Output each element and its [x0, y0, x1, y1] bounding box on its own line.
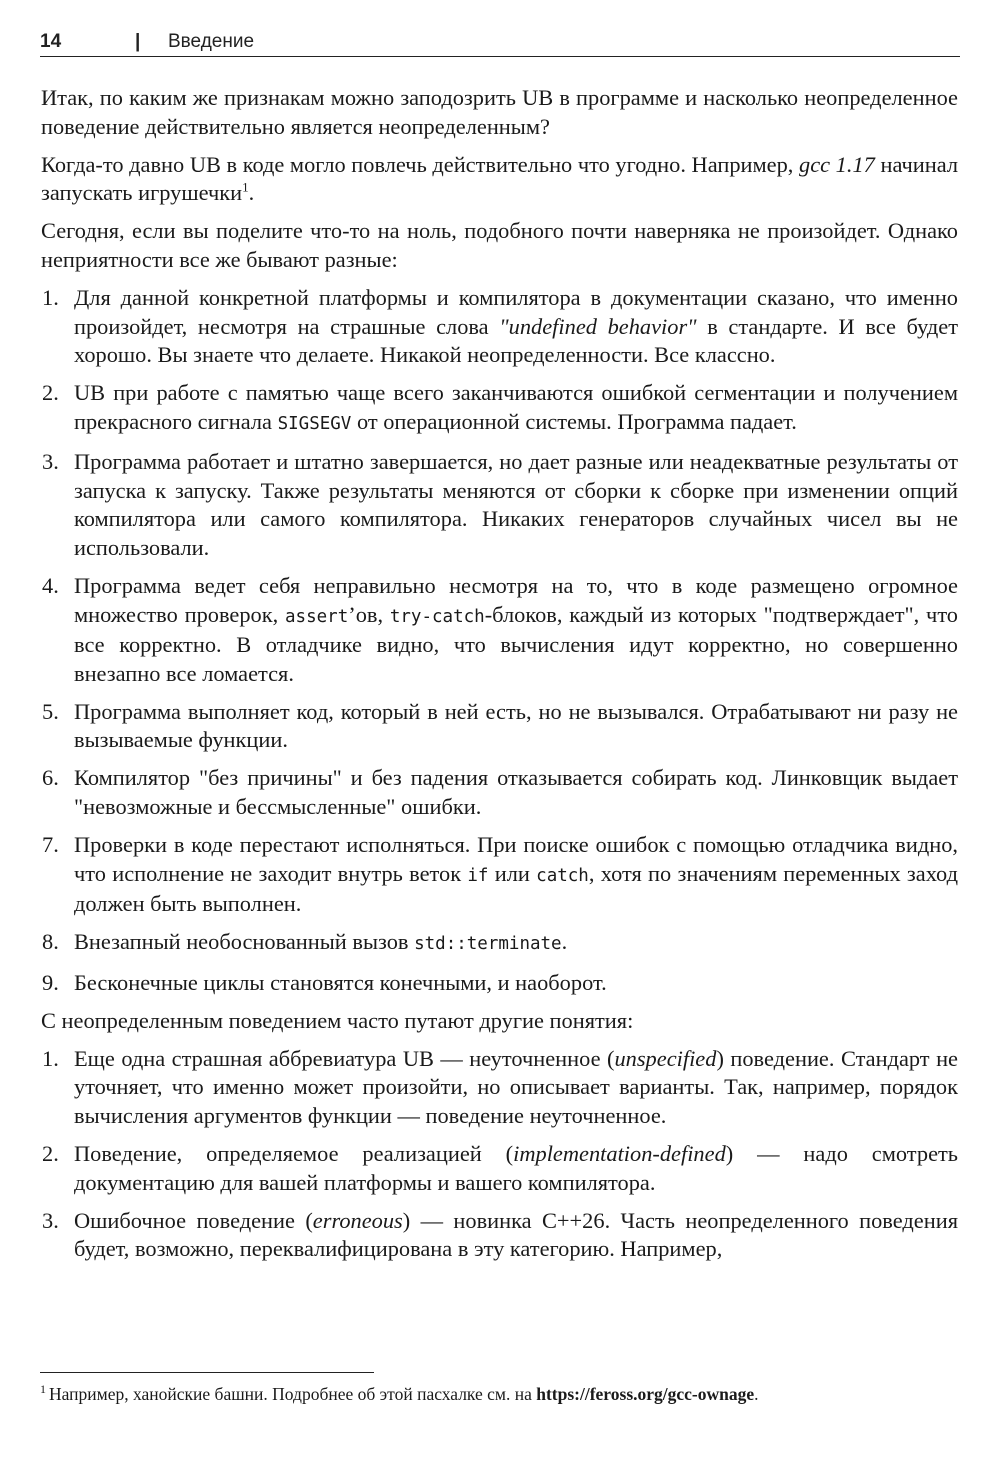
list-item: 9. Бесконечные циклы становятся конечными, и наоборот.	[42, 969, 607, 995]
paragraph-confused-concepts: С неопределенным поведением часто путают другие понятия:	[41, 1007, 634, 1033]
list-item: 5. Программа выполняет код, который в ней есть, но не вызывался. Отрабатывают ни разу не вызываемые функции.	[42, 698, 958, 753]
paragraph-today: Сегодня, если вы поделите что-то на ноль, подобного почти наверняка не произойдет. Однако неприятности все же бывают разные:	[41, 218, 958, 272]
paragraph-ub-signs: Итак, по каким же признакам можно заподозрить UB в программе и насколько неопределенное поведение действительно является неопределенным?	[41, 85, 958, 139]
gcc-version: gcc 1.17	[799, 151, 875, 177]
list-item: 3. Ошибочное поведение (erroneous) — новинка C++26. Часть неопределенного поведения будет, возможно, переквалифицирована в эту категорию. Например,	[42, 1207, 958, 1262]
code-if: if	[467, 865, 489, 886]
page-number: 14	[40, 31, 62, 52]
code-std-terminate: std::terminate	[414, 934, 562, 955]
main-text	[41, 84, 958, 1273]
chapter-title: Введение	[168, 31, 255, 52]
code-assert: assert	[285, 606, 349, 627]
code-sigsegv: SIGSEGV	[277, 413, 352, 434]
footnote-divider	[40, 1372, 374, 1373]
paragraph-gcc-history: Когда-то давно UB в коде могло повлечь действительно что угодно. Например, gcc 1.17 начинал запускать игрушечки$^1$.	[41, 151, 959, 206]
footnote-number: 1	[40, 1382, 46, 1397]
list-item: 8. Внезапный необоснованный вызов std::terminate.	[42, 929, 568, 955]
list-item: 1. Для данной конкретной платформы и компилятора в документации сказано, что именно произойдет, несмотря на страшные слова "undefined behavior" в стандарте. И все будет хорошо. Вы знаете что делаете. Никакой неопределенности. Все классно.	[42, 285, 958, 368]
list-item: 3. Программа работает и штатно завершается, но дает разные или неадекватные результаты от запуска к запуску. Также результаты меняются от сборки к сборке при изменении опций компилятора или самого компилятора. Никаких генераторов случайных чисел вы не использовали.	[42, 449, 958, 560]
code-catch: catch	[536, 865, 589, 886]
footnote: $^1$ Например, ханойские башни. Подробнее об этой пасхалке см. на https://feross.org/gcc-ownage.	[40, 1382, 759, 1404]
ub-consequences-list	[41, 284, 958, 997]
list-item: 4. Программа ведет себя неправильно несмотря на то, что в коде размещено огромное множество проверок, assert’ов, try-catch-блоков, каждый из которых "подтверждает", что все корректно. В отладчике видно, что вычисления идут корректно, но совершенно внезапно все ломается.	[42, 572, 959, 686]
list-item: 1. Еще одна страшная аббревиатура UB — неуточненное (unspecified) поведение. Стандарт не уточняет, что именно может произойти, но описывает варианты. Так, например, порядок вычисления аргументов функции — поведение неуточненное.	[42, 1045, 958, 1128]
running-header	[40, 28, 960, 57]
list-item: 2. UB при работе с памятью чаще всего заканчиваются ошибкой сегментации и получением прекрасного сигнала SIGSEGV от операционной системы. Программа падает.	[42, 380, 958, 434]
list-item: 6. Компилятор "без причины" и без падения отказывается собирать код. Линковщик выдает "невозможные и бессмысленные" ошибки.	[42, 765, 958, 820]
related-concepts-list	[41, 1045, 958, 1264]
header-separator: |	[135, 31, 141, 52]
footnote-link[interactable]: https://feross.org/gcc-ownage	[536, 1384, 755, 1404]
footnote-ref[interactable]: 1	[242, 179, 249, 195]
list-item: 2. Поведение, определяемое реализацией (implementation-defined) — надо смотреть документацию для вашей платформы и вашего компилятора.	[42, 1141, 958, 1195]
list-item: 7. Проверки в коде перестают исполняться. При поиске ошибок с помощью отладчика видно, что исполнение не заходит внутрь веток if или catch, хотя по значениям переменных заход должен быть выполнен.	[42, 832, 958, 917]
code-try-catch: try-catch	[389, 606, 485, 627]
